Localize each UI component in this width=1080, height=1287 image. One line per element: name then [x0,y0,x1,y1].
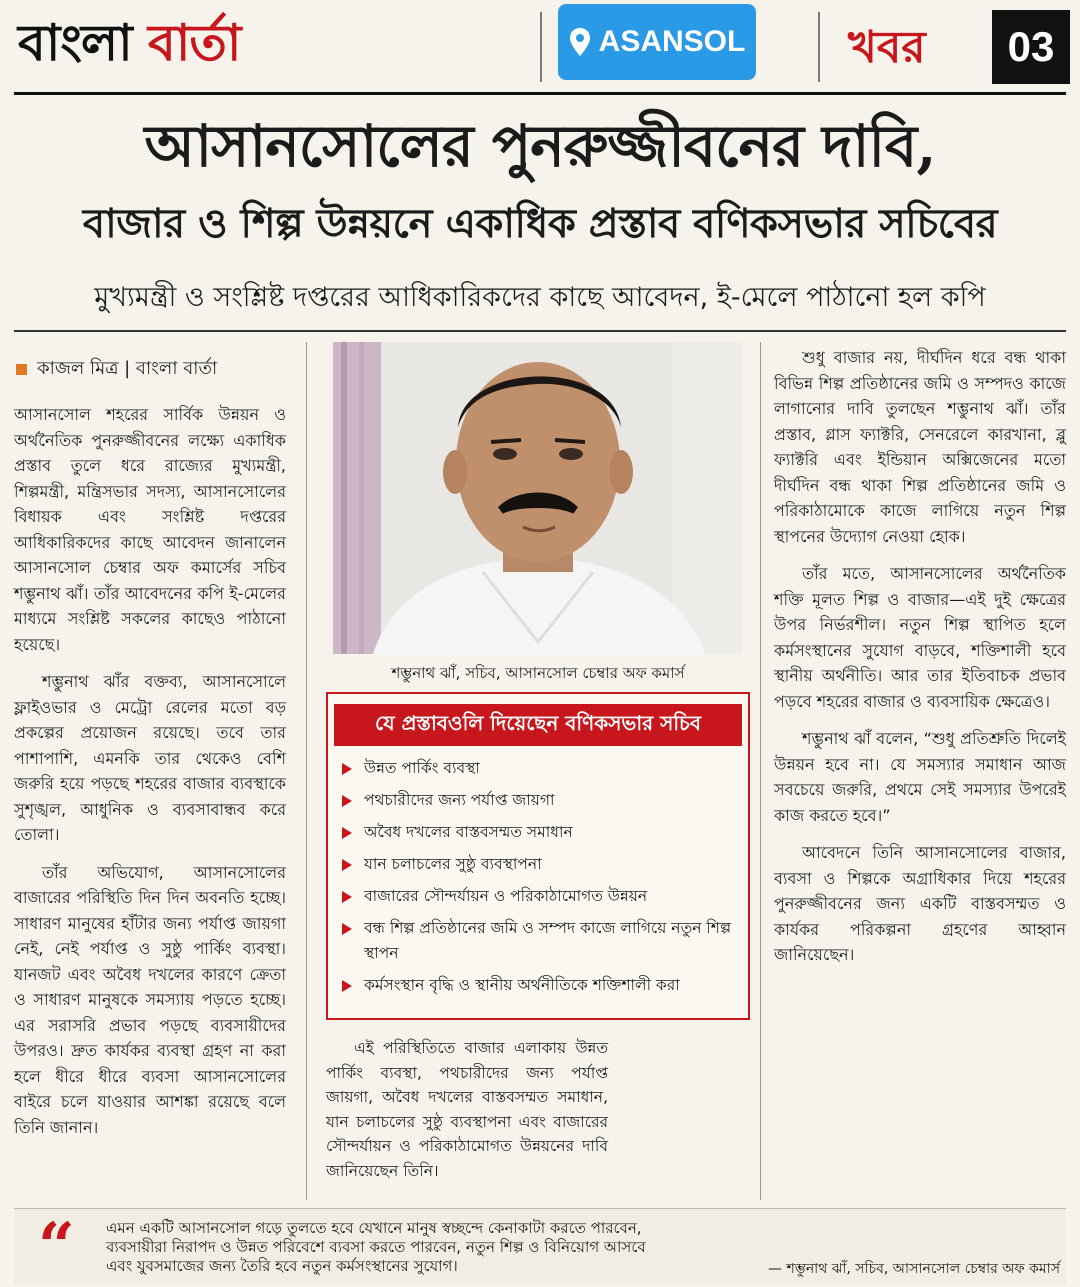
column-divider [760,342,761,1200]
photo-caption: শম্ভুনাথ ঝাঁ, সচিব, আসানসোল চেম্বার অফ কমার্স [391,664,685,682]
list-item [342,973,738,998]
list-item [342,756,738,781]
pull-quote [14,1208,1066,1284]
location-badge [558,4,756,80]
subheadline: মুখ্যমন্ত্রী ও সংশ্লিষ্ট দপ্তরের আধিকারিকদের কাছে আবেদন, ই-মেলে পাঠানো হল কপি [94,282,986,313]
bullet-arrow-icon [342,827,352,839]
pull-quote-line: ব্যবসায়ীরা নিরাপদ ও উন্নত পরিবেশে ব্যবসা করতে পারবেন, নতুন শিল্প ও বিনিয়োগ আসবে [106,1238,646,1256]
brand-part1: বাংলা [18,13,132,72]
paragraph: শম্ভুনাথ ঝাঁর বক্তব্য, আসানসোলে ফ্লাইওভার ও মেট্রো রেলের মতো বড় প্রকল্পের প্রয়োজন রয়েছে। তবে তার পাশাপাশি, এমনকি তার থেকেও বেশি জরুরি হয়ে পড়ছে শহরের বাজার ব্যবস্থাকে সুশৃঙ্খল, আধুনিক ও ব্যবসাবান্ধব করে তোলা। [14,672,286,844]
proposal-text: অবৈধ দখলের বাস্তবসম্মত সমাধান [364,823,573,841]
byline-text: কাজল মিত্র | বাংলা বার্তা [37,358,218,379]
byline [16,354,217,385]
paragraph: শুধু বাজার নয়, দীর্ঘদিন ধরে বন্ধ থাকা বিভিন্ন শিল্প প্রতিষ্ঠানের জমি ও সম্পদও কাজে লাগানোর দাবি তুলছেন শম্ভুনাথ ঝাঁ। তাঁর প্রস্তাব, গ্লাস ফ্যাক্টরি, সেনরেলে কারখানা, ব্লু ফ্যাক্টরি এবং ইন্ডিয়ান অক্সিজেনের মতো দীর্ঘদিন বন্ধ থাকা শিল্প প্রতিষ্ঠানের জমি ও পরিকাঠামোকে কাজে লাগিয়ে নতুন শিল্প স্থাপনের উদ্যোগ নেওয়া হোক। [774,348,1066,546]
page-number: 03 [992,10,1070,84]
pull-quote-line: এমন একটি আসানসোল গড়ে তুলতে হবে যেখানে মানুষ স্বচ্ছন্দে কেনাকাটা করতে পারবেন, [106,1219,642,1237]
bullet-arrow-icon [342,859,352,871]
headline-rule [14,330,1066,332]
proposal-text: পথচারীদের জন্য পর্যাপ্ত জায়গা [364,791,555,809]
pull-quote-attribution: — শম্ভুনাথ ঝাঁ, সচিব, আসানসোল চেম্বার অফ কমার্স [768,1261,1060,1277]
location-label: ASANSOL [598,25,746,58]
proposal-text: বন্ধ শিল্প প্রতিষ্ঠানের জমি ও সম্পদ কাজে লাগিয়ে নতুন শিল্প স্থাপন [364,919,732,962]
headline: আসানসোলের পুনরুজ্জীবনের দাবি, [144,112,936,180]
proposals-title: যে প্রস্তাবওলি দিয়েছেন বণিকসভার সচিব [334,704,742,746]
headline-line2: বাজার ও শিল্প উন্নয়নে একাধিক প্রস্তাব বণিকসভার সচিবের [82,200,998,247]
paragraph: শম্ভুনাথ ঝাঁ বলেন, “শুধু প্রতিশ্রুতি দিলেই উন্নয়ন হবে না। যে সমস্যার সমাধান আজ সবচেয়ে জরুরি, প্রথমে সেই সমস্যার উপরেই কাজ করতে হবে।” [774,729,1066,825]
divider [818,12,820,82]
column-divider [306,342,307,1200]
paragraph: আসানসোল শহরের সার্বিক উন্নয়ন ও অর্থনৈতিক পুনরুজ্জীবনের লক্ষ্যে একাধিক প্রস্তাব তুলে ধরে রাজ্যের মুখ্যমন্ত্রী, শিল্পমন্ত্রী, মন্ত্রিসভার সদস্য, আসানসোলের বিধায়ক এবং সংশ্লিষ্ট দপ্তরের আধিকারিকদের কাছে আবেদন জানালেন আসানসোল চেম্বার অফ কমার্সের সচিব শম্ভুনাথ ঝাঁ। তাঁর আবেদনের কপি ই-মেলের মাধ্যমে সংশ্লিষ্ট সকলের কাছেও পাঠানো হয়েছে। [14,405,286,654]
brand-logo [18,6,240,89]
bullet-arrow-icon [342,795,352,807]
pull-quote-line: এবং যুবসমাজের জন্য তৈরি হবে নতুন কর্মসংস্থানের সুযোগ। [106,1257,458,1275]
article-column-3 [774,345,1066,980]
proposal-text: কর্মসংস্থান বৃদ্ধি ও স্থানীয় অর্থনীতিকে শক্তিশালী করা [364,976,680,994]
proposal-text: বাজারের সৌন্দর্যায়ন ও পরিকাঠামোগত উন্নয়ন [364,887,648,905]
portrait-illustration [333,342,742,654]
list-item [342,788,738,813]
divider [540,12,542,82]
brand-part2: বার্তা [148,13,241,72]
paragraph: এই পরিস্থিতিতে বাজার এলাকায় উন্নত পার্কিং ব্যবস্থা, পথচারীদের জন্য পর্যাপ্ত জায়গা, অবৈধ দখলের বাস্তবসম্মত সমাধান, যান চলাচলের সুষ্ঠু ব্যবস্থাপনা এবং বাজারের সৌন্দর্যায়ন ও পরিকাঠামোগত উন্নয়নের দাবি জানিয়েছেন তিনি। [326,1039,608,1180]
proposals-box [326,692,750,1020]
masthead [0,0,1080,92]
list-item [342,916,738,966]
list-item [342,884,738,909]
article-column-2 [326,1036,608,1195]
proposal-text: উন্নত পার্কিং ব্যবস্থা [364,759,480,777]
bullet-arrow-icon [342,891,352,903]
proposal-text: যান চলাচলের সুষ্ঠু ব্যবস্থাপনা [364,855,542,873]
quote-mark-icon: “ [38,1209,75,1284]
proposals-list [342,756,738,1005]
paragraph: তাঁর অভিযোগ, আসানসোলের বাজারের পরিস্থিতি দিন দিন অবনতি হচ্ছে। সাধারণ মানুষের হাঁটার জন্য পর্যাপ্ত জায়গা নেই, নেই পর্যাপ্ত ও সুষ্ঠু পার্কিং ব্যবস্থা। যানজট এবং অবৈধ দখলের কারণে ক্রেতা ও সাধারণ মানুষকে সমস্যায় পড়তে হচ্ছে। এর সরাসরি প্রভাব পড়ছে ব্যবসায়ীদের উপরও। দ্রুত কার্যকর ব্যবস্থা গ্রহণ না করা হলে ধীরে ধীরে ব্যবসা আসানসোলের বাইরে চলে যাওয়ার আশঙ্কা রয়েছে বলে তিনি জানান। [14,862,286,1137]
paragraph: আবেদনে তিনি আসানসোলের বাজার, ব্যবসা ও শিল্পকে অগ্রাধিকার দিয়ে শহরের পুনরুজ্জীবনের জন্য একটি বাস্তবসম্মত ও কার্যকর পরিকল্পনা গ্রহণের আহ্বান জানিয়েছেন। [774,843,1066,964]
list-item [342,852,738,877]
section-label: খবর [848,22,926,73]
portrait-photo [333,342,742,654]
top-rule [14,92,1066,95]
bullet-arrow-icon [342,923,352,935]
article-column-1 [14,402,286,1152]
bullet-arrow-icon [342,980,352,992]
map-pin-icon [569,27,591,57]
byline-marker [16,364,27,375]
paragraph: তাঁর মতে, আসানসোলের অর্থনৈতিক শক্তি মূলত শিল্প ও বাজার—এই দুই ক্ষেত্রের উপর নির্ভরশীল। নতুন শিল্প স্থাপিত হলে কর্মসংস্থানের সুযোগ বাড়বে, শক্তিশালী হবে স্থানীয় অর্থনীতি। আর তার ইতিবাচক প্রভাব পড়বে শহরের বাজার ও ব্যবসায়িক ক্ষেত্রেও। [774,564,1066,711]
bullet-arrow-icon [342,763,352,775]
list-item [342,820,738,845]
